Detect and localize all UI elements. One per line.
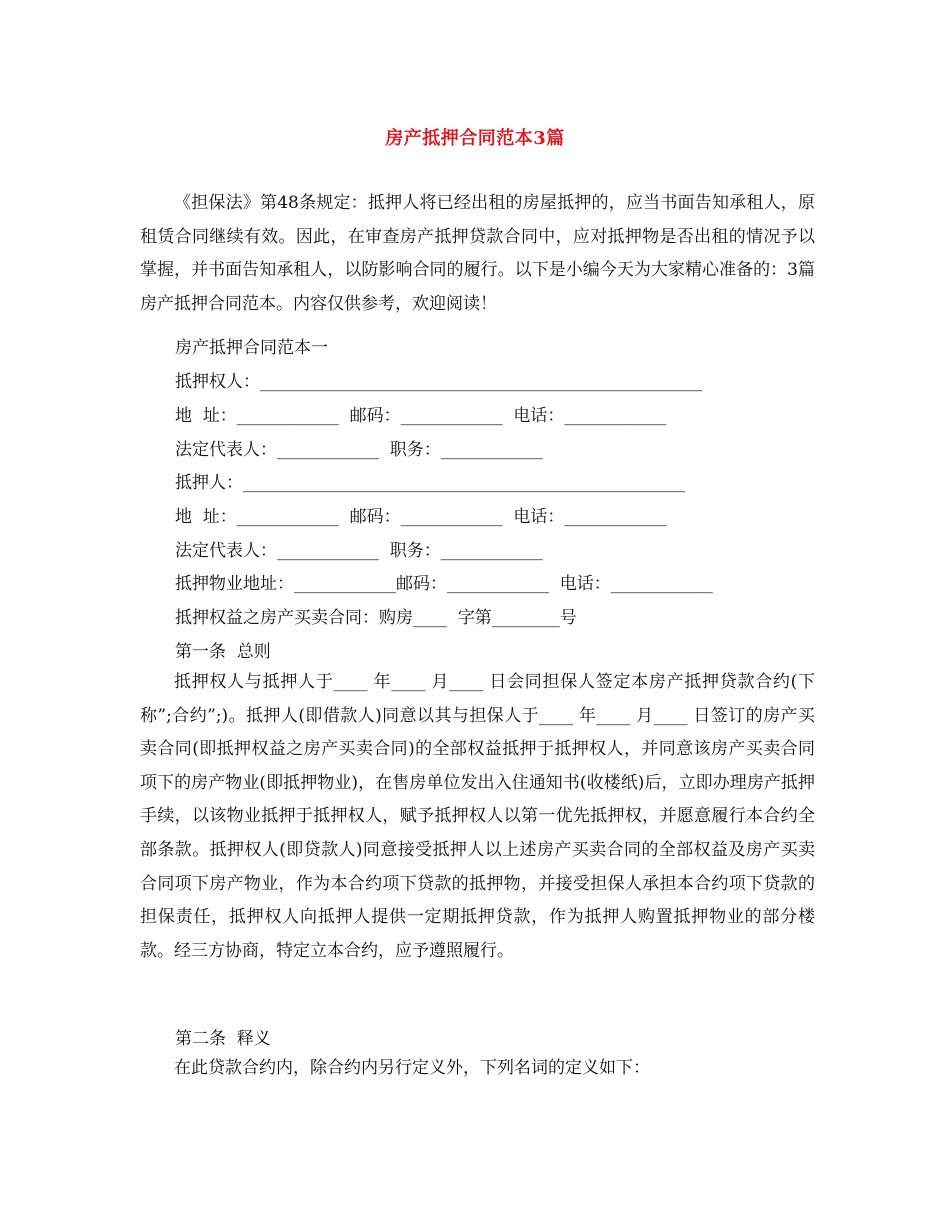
document-title: 房产抵押合同范本3篇 xyxy=(385,128,565,149)
form-line-mortgagor-address: 地 址：____________ 邮码：____________ 电话：____________ xyxy=(175,507,667,527)
form-line-mortgagor-rep: 法定代表人：____________ 职务：____________ xyxy=(175,541,543,561)
form-line-mortgagee: 抵押权人：____________________________________________________ xyxy=(175,372,702,392)
form-line-property-address: 抵押物业地址：____________邮码：____________ 电话：____________ xyxy=(175,574,713,594)
form-line-purchase-contract: 抵押权益之房产买卖合同：购房____ 字第________号 xyxy=(175,608,577,628)
intro-paragraph: 《担保法》第48条规定：抵押人将已经出租的房屋抵押的，应当书面告知承租人，原租赁合同继续有效。因此，在审查房产抵押贷款合同中，应对抵押物是否出租的情况予以掌握，并书面告知承租人，以防影响合同的履行。以下是小编今天为大家精心准备的：3篇房产抵押合同范本。内容仅供参考，欢迎阅读！ xyxy=(140,193,815,314)
article1-body: 抵押权人与抵押人于____ 年____ 月____ 日会同担保人签定本房产抵押贷款合约(下称”;合约”;)。抵押人(即借款人)同意以其与担保人于____ 年____ 月____ 日签订的房产买卖合同(即抵押权益之房产买卖合同)的全部权益抵押于抵押权人，并同意该房产买卖合同项下的房产物业(即抵押物业)，在售房单位发出入住通知书(收楼纸)后，立即办理房产抵押手续，以该物业抵押于抵押权人，赋予抵押权人以第一优先抵押权，并愿意履行本合约全部条款。抵押权人(即贷款人)同意接受抵押人以上述房产买卖合同的全部权益及房产买卖合同项下房产物业，作为本合约项下贷款的抵押物，并接受担保人承担本合约项下贷款的担保责任，抵押权人向抵押人提供一定期抵押贷款，作为抵押人购置抵押物业的部分楼款。经三方协商，特定立本合约，应予遵照履行。 xyxy=(140,672,815,961)
article2-heading: 第二条 释义 xyxy=(175,1029,271,1049)
article1-heading: 第一条 总则 xyxy=(175,642,271,662)
article2-body: 在此贷款合约内，除合约内另行定义外，下列名词的定义如下： xyxy=(174,1058,650,1078)
form-line-mortgagee-address: 地 址：____________ 邮码：____________ 电话：____________ xyxy=(175,406,667,426)
form-line-mortgagee-rep: 法定代表人：____________ 职务：____________ xyxy=(175,440,543,460)
section-heading: 房产抵押合同范本一 xyxy=(175,338,328,358)
form-line-mortgagor: 抵押人：____________________________________________________ xyxy=(175,473,685,493)
